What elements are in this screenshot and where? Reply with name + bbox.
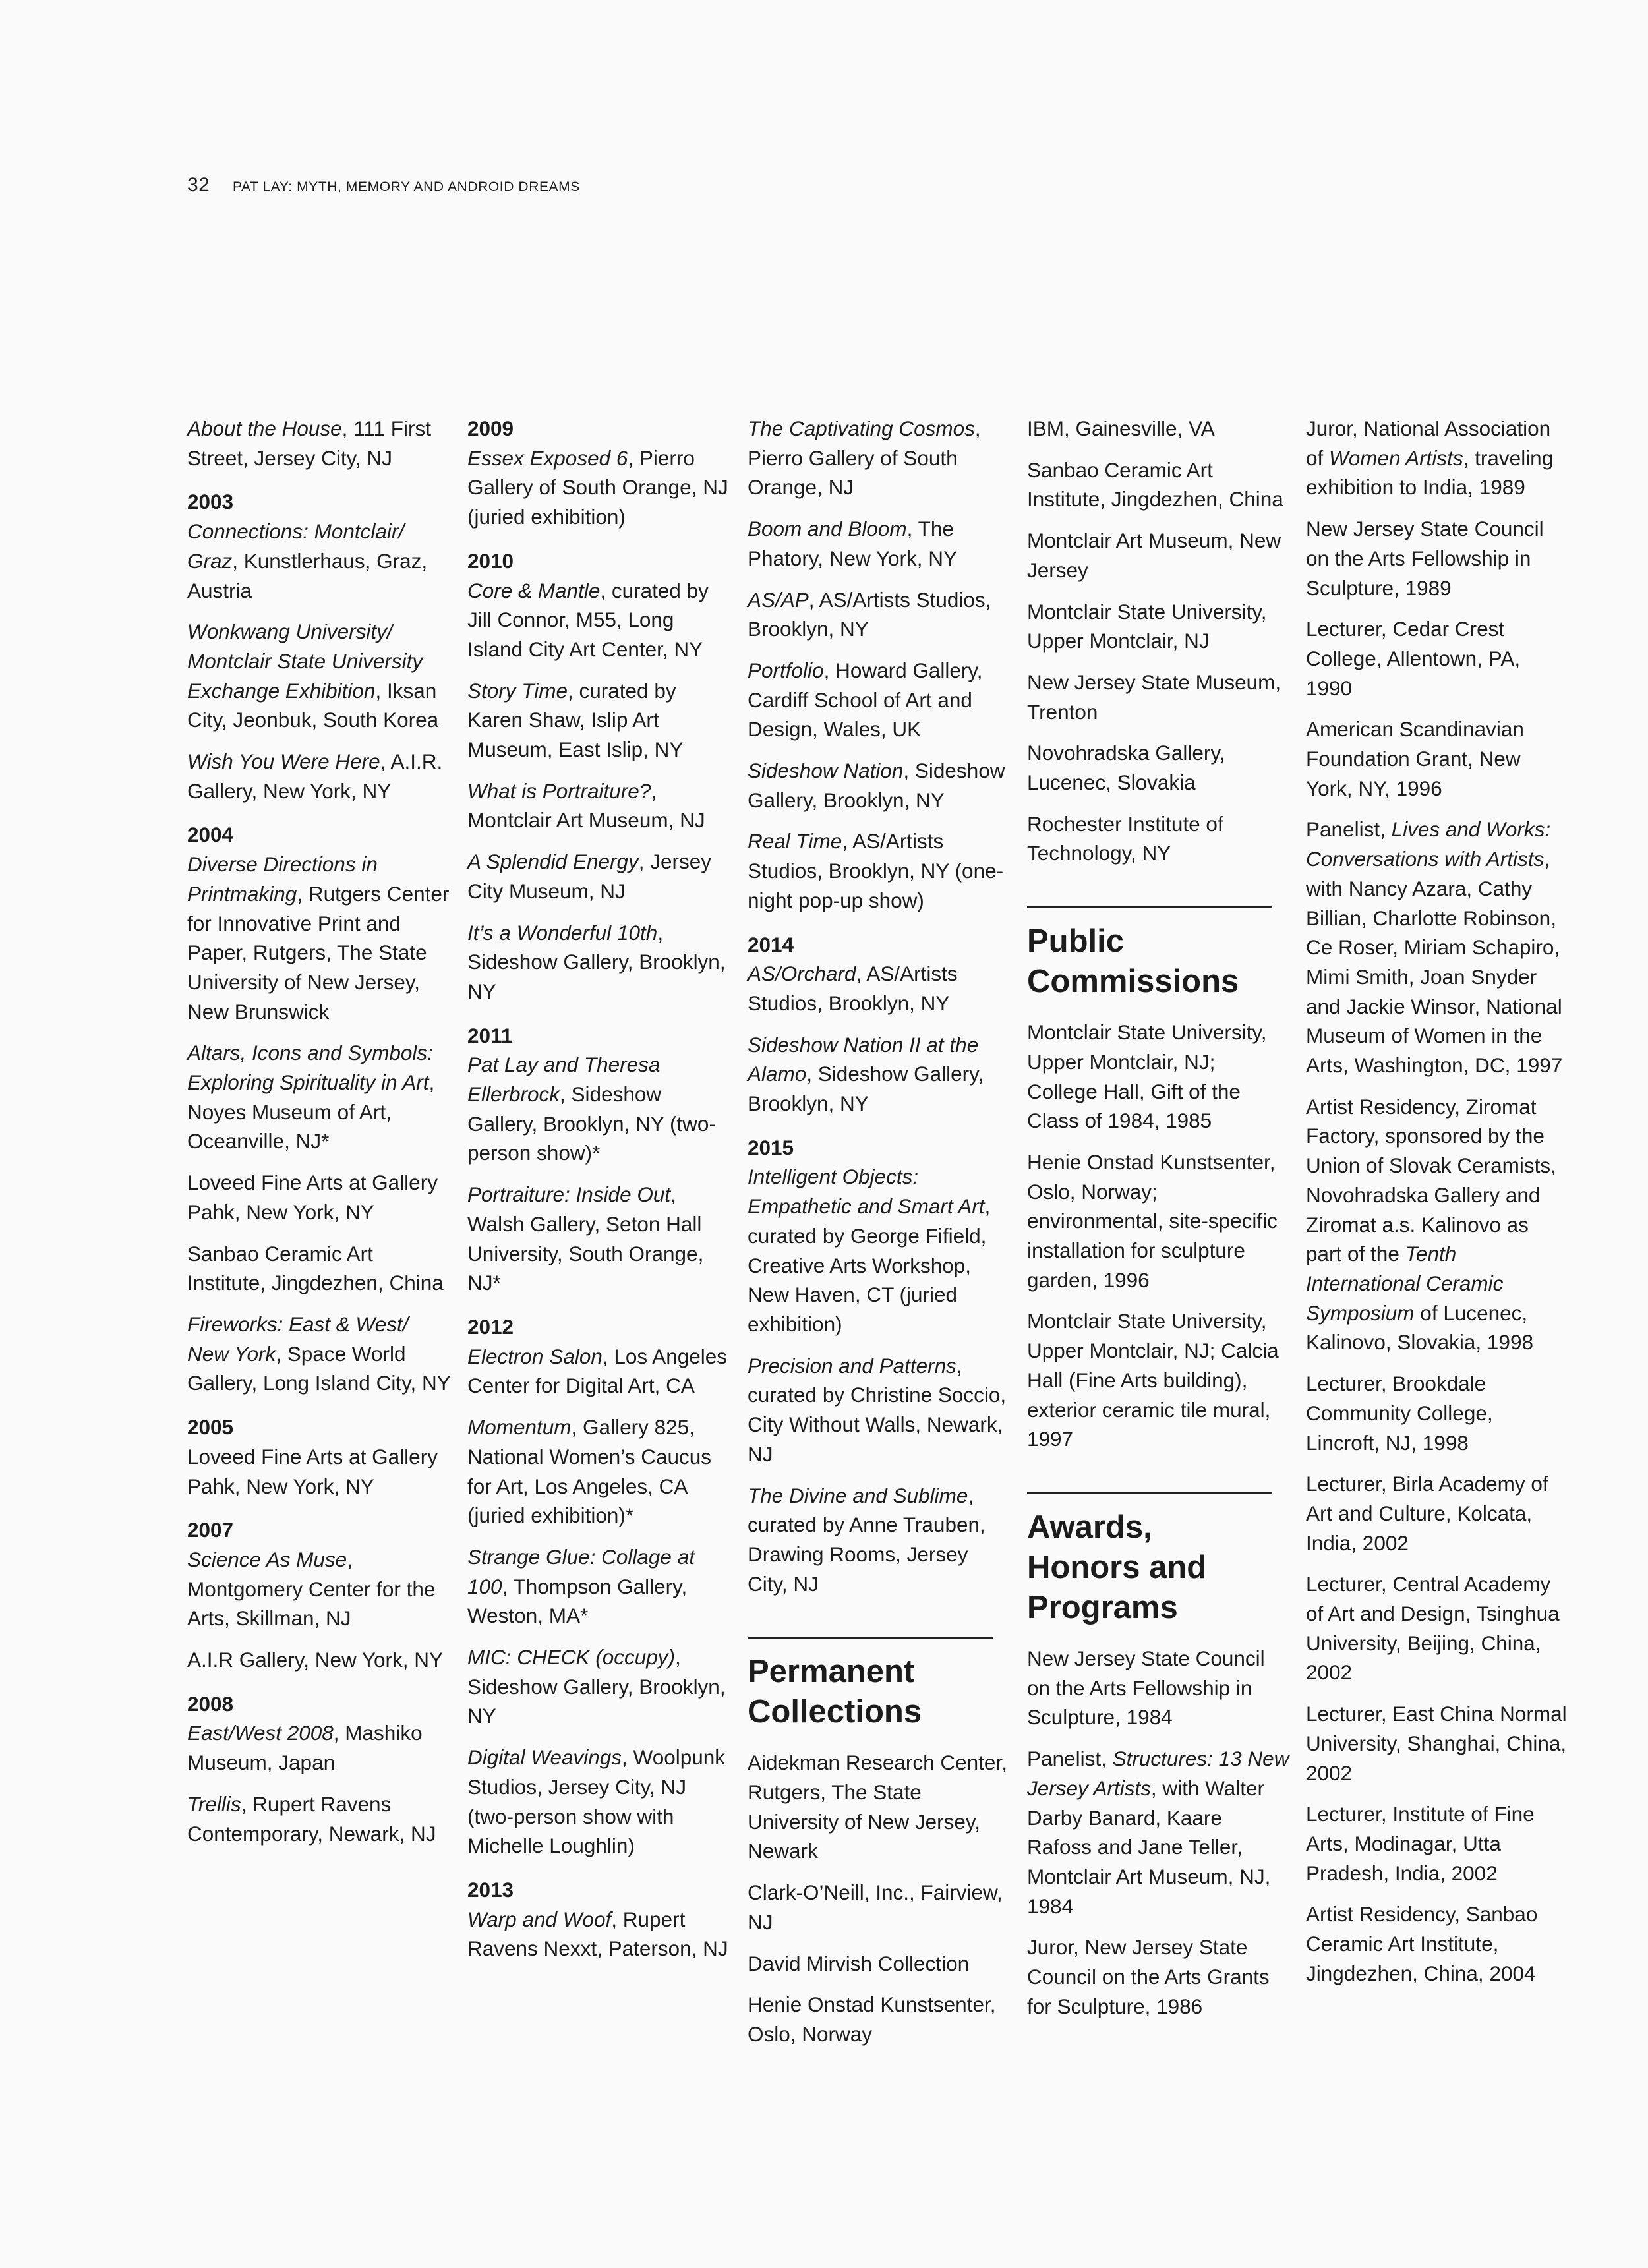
section-title: Permanent Collections: [748, 1654, 922, 1730]
entry-text: , curated by George Fifield, Creative Arts Workshop, New Haven, CT (juried exhibition): [748, 1194, 991, 1336]
year-heading: 2010: [467, 548, 514, 573]
list-item: [1306, 1569, 1570, 1687]
list-item: [1027, 668, 1291, 726]
entry-title: Structures: 13 New Jersey Artists: [1027, 1747, 1289, 1800]
section-header: [748, 1637, 993, 1732]
list-item: [187, 1645, 451, 1675]
entry-text: Aidekman Research Center, Rutgers, The State University of New Jersey, Newark: [748, 1751, 1007, 1863]
entry-text: , Noyes Museum of Art, Oceanville, NJ*: [187, 1070, 435, 1153]
entry-title: Wish You Were Here: [187, 749, 380, 774]
entry-text: , Thompson Gallery, Weston, MA*: [467, 1574, 688, 1628]
column-5: [1306, 414, 1570, 2000]
entry-text: , AS/Artists Studios, Brooklyn, NY: [748, 587, 991, 641]
entry-title: Core & Mantle: [467, 578, 601, 602]
list-item: [748, 1748, 1011, 1866]
entry-text: Juror, New Jersey State Council on the Arts Grants for Sculpture, 1986: [1027, 1935, 1270, 2018]
entry-title: East/West 2008: [187, 1721, 334, 1745]
list-item: [748, 1030, 1011, 1119]
entry-title: Trellis: [187, 1791, 241, 1816]
entry-text: , curated by Karen Shaw, Islip Art Museum, East Islip, NY: [467, 678, 684, 762]
entry-text: Novohradska Gallery, Lucenec, Slovakia: [1027, 741, 1225, 795]
list-item: [1306, 1092, 1570, 1357]
list-item: [467, 1542, 731, 1631]
entry-text: David Mirvish Collection: [748, 1951, 970, 1975]
entry-text: , Sideshow Gallery, Brooklyn, NY (two-person show)*: [467, 1082, 716, 1165]
entry-text: Loveed Fine Arts at Gallery Pahk, New York, NY: [187, 1171, 438, 1224]
list-item: [187, 517, 451, 605]
list-item: [467, 444, 731, 532]
entry-title: Strange Glue: Collage at 100: [467, 1544, 695, 1598]
list-item: [467, 576, 731, 664]
entry-text: , Montclair Art Museum, NJ: [467, 778, 705, 832]
entry-text: Sanbao Ceramic Art Institute, Jingdezhen, China: [1027, 457, 1283, 511]
year-heading: 2007: [187, 1518, 234, 1542]
entry-text: New Jersey State Council on the Arts Fellowship in Sculpture, 1984: [1027, 1646, 1265, 1730]
column-3: [748, 414, 1011, 2061]
list-item: [748, 1990, 1011, 2049]
list-item: [1027, 1018, 1291, 1136]
entry-text: Clark-O’Neill, Inc., Fairview, NJ: [748, 1880, 1003, 1934]
entry-text: , curated by Christine Soccio, City Without Walls, Newark, NJ: [748, 1353, 1007, 1466]
list-item: [467, 1643, 731, 1731]
entry-title: The Captivating Cosmos: [748, 417, 975, 440]
entry-text: , Gallery 825, National Women’s Caucus for Art, Los Angeles, CA (juried exhibition)*: [467, 1415, 712, 1528]
entry-text: Montclair Art Museum, New Jersey: [1027, 529, 1281, 582]
year-heading: 2015: [748, 1135, 794, 1159]
section-header: [1027, 1492, 1272, 1628]
list-item: [467, 1180, 731, 1298]
entry-title: Precision and Patterns: [748, 1353, 956, 1378]
list-item: [187, 1545, 451, 1633]
year-heading: 2011: [467, 1023, 513, 1047]
list-item: [748, 756, 1011, 815]
entry-title: AS/AP: [748, 587, 809, 612]
year-heading: 2009: [467, 417, 514, 440]
entry-text: , Sideshow Gallery, Brooklyn, NY: [748, 759, 1005, 812]
entry-title: Tenth International Ceramic Symposium: [1306, 1242, 1504, 1325]
list-item: [748, 585, 1011, 644]
year-heading: 2012: [467, 1314, 514, 1339]
entry-title: What is Portraiture?: [467, 778, 651, 803]
section-title: Public Commissions: [1027, 923, 1239, 1000]
entry-text: Lecturer, Central Academy of Art and Design, Tsinghua University, Beijing, China, 2002: [1306, 1572, 1560, 1685]
list-item: [187, 1168, 451, 1227]
entry-title: Science As Muse: [187, 1547, 347, 1571]
list-item: [1027, 1306, 1291, 1454]
list-item: [467, 1412, 731, 1530]
entry-title: Boom and Bloom: [748, 517, 907, 541]
list-item: [748, 1351, 1011, 1469]
entry-text: , with Nancy Azara, Cathy Billian, Charlotte Robinson, Ce Roser, Miriam Schapiro, Mimi Smith, Joan Snyder and Jackie Winsor, National Museum of Women in the Arts, Washington, DC, 1997: [1306, 847, 1563, 1078]
entry-title: The Divine and Sublime: [748, 1483, 968, 1507]
list-item: [1027, 809, 1291, 868]
year-heading: 2008: [187, 1691, 234, 1716]
section-header: [1027, 906, 1272, 1002]
entry-text: New Jersey State Council on the Arts Fellowship in Sculpture, 1989: [1306, 517, 1544, 600]
entry-title: Electron Salon: [467, 1344, 603, 1368]
list-item: [1306, 1469, 1570, 1557]
list-item: [187, 1239, 451, 1298]
entry-text: A.I.R Gallery, New York, NY: [187, 1648, 444, 1672]
entry-text: , with Walter Darby Banard, Kaare Rafoss and Jane Teller, Montclair Art Museum, NJ, 1984: [1027, 1776, 1271, 1918]
list-item: [748, 1162, 1011, 1339]
entry-title: A Splendid Energy: [467, 850, 639, 874]
list-item: [1027, 597, 1291, 656]
year-heading: 2003: [187, 490, 234, 514]
entry-title: It’s a Wonderful 10th: [467, 920, 658, 945]
entry-text: , traveling exhibition to India, 1989: [1306, 446, 1554, 500]
list-item: [1306, 1799, 1570, 1888]
list-item: [748, 1878, 1011, 1936]
entry-title: Portfolio: [748, 658, 824, 682]
entry-text: , AS/Artists Studios, Brooklyn, NY (one-night pop-up show): [748, 829, 1004, 912]
year-heading: 2013: [467, 1877, 514, 1902]
list-item: [1027, 1744, 1291, 1921]
entry-text: Artist Residency, Sanbao Ceramic Art Institute, Jingdezhen, China, 2004: [1306, 1902, 1538, 1985]
list-item: [187, 1038, 451, 1156]
list-item: [748, 1481, 1011, 1599]
list-item: [1027, 1148, 1291, 1295]
entry-text: Loveed Fine Arts at Gallery Pahk, New York, NY: [187, 1444, 438, 1498]
list-item: [748, 1949, 1011, 1979]
entry-title: Warp and Woof: [467, 1907, 612, 1931]
list-item: [187, 1442, 451, 1501]
entry-title: Portraiture: Inside Out: [467, 1182, 671, 1207]
column-4: [1027, 414, 1291, 2033]
list-item: [1306, 414, 1570, 502]
entry-text: , Iksan City, Jeonbuk, South Korea: [187, 678, 439, 732]
list-item: [1306, 714, 1570, 803]
entry-title: Intelligent Objects: Empathetic and Smart Art: [748, 1165, 985, 1219]
year-heading: 2014: [748, 932, 794, 956]
entry-text: , Space World Gallery, Long Island City, NY: [187, 1341, 451, 1395]
list-item: [467, 1905, 731, 1963]
entry-text: , curated by Anne Trauben, Drawing Rooms, Jersey City, NJ: [748, 1483, 986, 1596]
entry-text: , Sideshow Gallery, Brooklyn, NY: [467, 920, 726, 1003]
entry-text: , Rupert Ravens Nexxt, Paterson, NJ: [467, 1907, 728, 1961]
entry-text: New Jersey State Museum, Trenton: [1027, 670, 1281, 724]
list-item: [467, 1342, 731, 1401]
entry-text: , curated by Jill Connor, M55, Long Island City Art Center, NY: [467, 578, 709, 661]
list-item: [1027, 414, 1291, 444]
entry-title: Sideshow Nation II at the Alamo: [748, 1032, 979, 1086]
entry-text: Henie Onstad Kunstsenter, Oslo, Norway: [748, 1992, 996, 2046]
entry-text: Montclair State University, Upper Montclair, NJ; Calcia Hall (Fine Arts building), exterior ceramic tile mural, 1997: [1027, 1309, 1279, 1451]
running-head: [187, 174, 580, 196]
entry-text: Henie Onstad Kunstsenter, Oslo, Norway; environmental, site-specific installation for sculpture garden, 1996: [1027, 1149, 1278, 1292]
entry-text: , Los Angeles Center for Digital Art, CA: [467, 1344, 728, 1398]
list-item: [467, 847, 731, 906]
entry-title: Pat Lay and Theresa Ellerbrock: [467, 1053, 661, 1107]
list-item: [1027, 1644, 1291, 1732]
entry-title: MIC: CHECK (occupy): [467, 1645, 676, 1670]
entry-title: AS/Orchard: [748, 962, 856, 986]
entry-title: Fireworks: East & West/ New York: [187, 1312, 409, 1366]
entry-text: , Pierro Gallery of South Orange, NJ (juried exhibition): [467, 446, 728, 529]
entry-title: Connections: Montclair/ Graz: [187, 519, 405, 573]
list-item: [1027, 1933, 1291, 2021]
list-item: [187, 1310, 451, 1398]
entry-text: Lecturer, Brookdale Community College, Lincroft, NJ, 1998: [1306, 1372, 1493, 1455]
column-1: [187, 414, 451, 1860]
entry-text: Lecturer, Birla Academy of Art and Culture, Kolcata, India, 2002: [1306, 1472, 1548, 1555]
entry-text: , Rupert Ravens Contemporary, Newark, NJ: [187, 1791, 436, 1846]
list-item: [467, 918, 731, 1006]
entry-title: Real Time: [748, 829, 842, 854]
entry-text: IBM, Gainesville, VA: [1027, 417, 1215, 440]
entry-text: , 111 First Street, Jersey City, NJ: [187, 417, 432, 470]
list-item: [748, 827, 1011, 915]
list-item: [748, 656, 1011, 744]
entry-title: Women Artists: [1329, 446, 1463, 470]
entry-text: Rochester Institute of Technology, NY: [1027, 811, 1223, 865]
entry-title: Momentum: [467, 1415, 572, 1439]
list-item: [467, 676, 731, 765]
entry-prefix: Panelist,: [1027, 1747, 1113, 1771]
entry-text: , Jersey City Museum, NJ: [467, 850, 712, 903]
year-heading: 2005: [187, 1415, 234, 1439]
entry-text: , The Phatory, New York, NY: [748, 517, 958, 570]
entry-title: About the House: [187, 417, 342, 440]
year-heading: 2004: [187, 823, 234, 847]
list-item: [187, 747, 451, 805]
list-item: [1306, 614, 1570, 703]
entry-text: , Howard Gallery, Cardiff School of Art and Design, Wales, UK: [748, 658, 983, 741]
running-title: PAT LAY: MYTH, MEMORY AND ANDROID DREAMS: [232, 179, 580, 194]
list-item: [1027, 526, 1291, 585]
entry-title: Digital Weavings: [467, 1745, 622, 1770]
entry-text: Lecturer, Institute of Fine Arts, Modinagar, Utta Pradesh, India, 2002: [1306, 1802, 1535, 1885]
list-item: [1306, 1699, 1570, 1788]
entry-text: , Kunstlerhaus, Graz, Austria: [187, 548, 428, 602]
list-item: [1306, 1900, 1570, 1988]
list-item: [1027, 455, 1291, 514]
entry-text: , A.I.R. Gallery, New York, NY: [187, 749, 443, 803]
list-item: [187, 1789, 451, 1848]
list-item: [467, 1743, 731, 1861]
list-item: [1306, 514, 1570, 602]
entry-text: , Montgomery Center for the Arts, Skillman, NJ: [187, 1547, 436, 1631]
list-item: [748, 514, 1011, 573]
list-item: [187, 617, 451, 735]
entry-text: Montclair State University, Upper Montclair, NJ: [1027, 599, 1267, 653]
entry-prefix: Panelist,: [1306, 817, 1392, 842]
entry-text: , Rutgers Center for Innovative Print and Paper, Rutgers, The State University of New Jersey, New Brunswick: [187, 881, 450, 1024]
entry-text: , AS/Artists Studios, Brooklyn, NY: [748, 962, 958, 1015]
entry-prefix: Juror, National Association of: [1306, 417, 1551, 470]
list-item: [748, 414, 1011, 502]
entry-text: Lecturer, Cedar Crest College, Allentown, PA, 1990: [1306, 617, 1521, 700]
entry-text: Sanbao Ceramic Art Institute, Jingdezhen, China: [187, 1241, 444, 1295]
page-number: 32: [187, 174, 210, 196]
entry-title: Story Time: [467, 678, 568, 703]
list-item: [1027, 738, 1291, 797]
section-title: Awards, Honors and Programs: [1027, 1509, 1207, 1625]
list-item: [187, 850, 451, 1026]
entry-text: American Scandinavian Foundation Grant, New York, NY, 1996: [1306, 717, 1524, 800]
entry-text: , Sideshow Gallery, Brooklyn, NY: [467, 1645, 726, 1728]
entry-text: Lecturer, East China Normal University, Shanghai, China, 2002: [1306, 1702, 1567, 1785]
entry-title: Wonkwang University/ Montclair State University Exchange Exhibition: [187, 620, 423, 703]
list-item: [467, 1050, 731, 1168]
list-item: [467, 776, 731, 835]
entry-text: , Mashiko Museum, Japan: [187, 1721, 423, 1775]
entry-title: Altars, Icons and Symbols: Exploring Spirituality in Art: [187, 1041, 433, 1095]
entry-text: , Sideshow Gallery, Brooklyn, NY: [748, 1062, 984, 1116]
list-item: [1306, 815, 1570, 1080]
list-item: [748, 959, 1011, 1018]
list-item: [187, 1718, 451, 1777]
entry-title: Sideshow Nation: [748, 759, 904, 783]
entry-text: , Pierro Gallery of South Orange, NJ: [748, 417, 981, 500]
entry-title: Lives and Works: Conversations with Artists: [1306, 817, 1551, 871]
entry-text: of Lucenec, Kalinovo, Slovakia, 1998: [1306, 1300, 1533, 1354]
entry-text: Montclair State University, Upper Montclair, NJ; College Hall, Gift of the Class of 1984, 1985: [1027, 1020, 1267, 1133]
list-item: [1306, 1369, 1570, 1457]
entry-title: Essex Exposed 6: [467, 446, 628, 470]
entry-prefix: Artist Residency, Ziromat Factory, sponsored by the Union of Slovak Ceramists, Novohradska Gallery and Ziromat a.s. Kalinovo as part of the: [1306, 1094, 1556, 1266]
column-2: [467, 414, 731, 1975]
entry-text: , Woolpunk Studios, Jersey City, NJ (two-person show with Michelle Loughlin): [467, 1745, 726, 1858]
list-item: [187, 414, 451, 473]
entry-text: , Walsh Gallery, Seton Hall University, South Orange, NJ*: [467, 1182, 704, 1295]
entry-title: Diverse Directions in Printmaking: [187, 852, 378, 906]
